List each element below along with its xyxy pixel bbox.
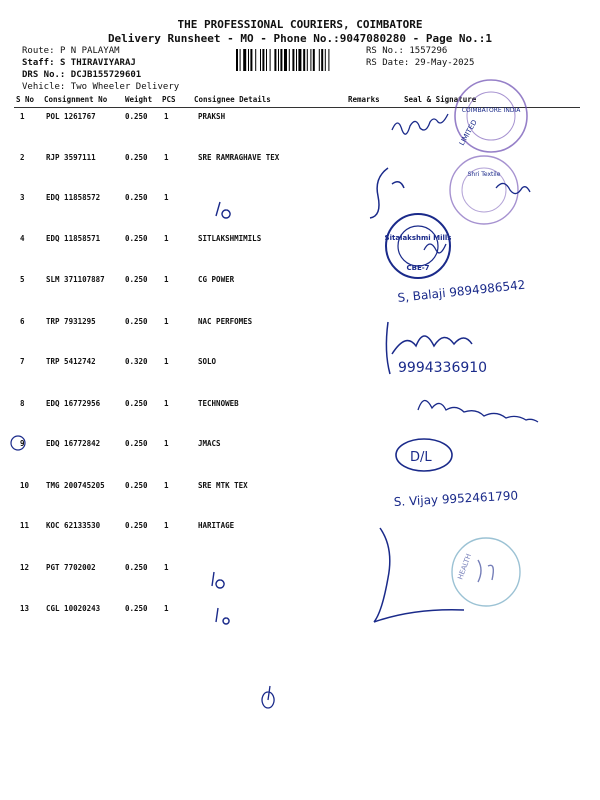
stamp1-ring: LIMITED [457,118,479,147]
col-remarks: Remarks [348,95,380,104]
staff-value: S THIRAVIYARAJ [59,58,136,68]
signature-row1 [392,114,448,134]
col-pcs: PCS [162,95,176,104]
rs-no-value: 1557296 [409,46,448,56]
col-weight: Weight [125,95,153,104]
cell-consignee: JMACS [198,439,221,448]
handwriting-row9: D/L [410,450,432,465]
ditto-mark-row3 [216,202,230,218]
sitalakshmi-stamp [385,214,452,278]
cell-consignment: CGL 10020243 [46,604,101,613]
cell-pcs: 1 [164,439,169,448]
cell-consignee: HARITAGE [198,521,235,530]
ditto-mark-row12 [212,572,224,588]
cell-consignment: POL 1261767 [46,112,96,121]
staff-label: Staff: [22,58,55,68]
runsheet-subtitle: Delivery Runsheet - MO - Phone No.:9047080280 - Page No.:1 [107,32,493,45]
cell-sno: 12 [20,563,30,572]
cell-sno: 10 [20,481,30,490]
stamp2-text: Shri Textile [467,171,501,178]
cell-consignee: SRE MTK TEX [198,481,248,490]
cell-consignee: PRAKSH [198,112,226,121]
cell-pcs: 1 [164,399,169,408]
cell-pcs: 1 [164,563,169,572]
cell-weight: 0.250 [125,153,148,162]
bottom-mark [262,686,274,708]
cell-consignment: RJP 3597111 [46,153,96,162]
stamp3-bottom: CBE-7 [406,264,430,272]
cell-consignment: TRP 5412742 [46,357,96,366]
cell-pcs: 1 [164,521,169,530]
rs-date-label: RS Date: [366,58,410,68]
cell-consignee: TECHNOWEB [198,399,239,408]
cell-sno: 1 [20,112,25,121]
cell-sno: 9 [20,439,25,448]
col-consignee: Consignee Details [194,95,271,104]
cell-pcs: 1 [164,193,169,202]
cell-weight: 0.250 [125,112,148,121]
rs-date-value: 29-May-2025 [414,58,475,68]
cell-consignment: TRP 7931295 [46,317,96,326]
route-label: Route: [22,46,55,56]
cell-sno: 13 [20,604,30,613]
handwriting-row7: 9994336910 [398,360,488,376]
cell-sno: 6 [20,317,25,326]
cell-weight: 0.250 [125,234,148,243]
vehicle-label: Vehicle: [22,82,66,92]
cell-pcs: 1 [164,112,169,121]
cell-consignment: KOC 62133530 [46,521,101,530]
cell-sno: 4 [20,234,25,243]
cell-weight: 0.250 [125,563,148,572]
drs-label: DRS No.: [22,70,66,80]
cell-consignee: SRE RAMRAGHAVE TEX [198,153,280,162]
signature-row8 [418,400,538,422]
vehicle-value: Two Wheeler Delivery [70,82,180,92]
cell-weight: 0.250 [125,604,148,613]
cell-weight: 0.250 [125,317,148,326]
cell-weight: 0.250 [125,521,148,530]
cell-pcs: 1 [164,275,169,284]
stamp4-text: HEALTH [456,552,474,581]
cell-sno: 7 [20,357,25,366]
cell-pcs: 1 [164,604,169,613]
cell-weight: 0.250 [125,275,148,284]
cell-sno: 2 [20,153,25,162]
cell-weight: 0.250 [125,481,148,490]
col-sno: S No [16,95,35,104]
cell-pcs: 1 [164,153,169,162]
cell-pcs: 1 [164,234,169,243]
stamp3-text: Sitalakshmi Mills [384,234,452,242]
handwriting-row5: S, Balaji 9894986542 [396,277,526,305]
cell-consignment: PGT 7702002 [46,563,96,572]
route-value: P N PALAYAM [59,46,120,56]
cell-weight: 0.320 [125,357,148,366]
cell-weight: 0.250 [125,399,148,408]
cell-consignment: EDQ 11858572 [46,193,101,202]
rs-no-label: RS No.: [366,46,404,56]
stamp1-text: COIMBATORE INDIA [461,107,521,114]
cell-consignment: EDQ 16772842 [46,439,101,448]
cell-consignee: SITLAKSHMIMILS [198,234,262,243]
cell-consignment: SLM 371107887 [46,275,105,284]
cell-sno: 8 [20,399,25,408]
company-stamp-2 [450,156,530,224]
cell-consignee: CG POWER [198,275,235,284]
cell-consignee: SOLO [198,357,217,366]
cell-sno: 5 [20,275,25,284]
company-stamp-1 [455,80,527,152]
drs-value: DCJB155729601 [70,70,142,80]
cell-sno: 11 [20,521,30,530]
cell-pcs: 1 [164,317,169,326]
col-seal: Seal & Signature [404,95,477,104]
col-consignment: Consignment No [44,95,108,104]
bracket-rows-11-13 [374,528,464,622]
cell-pcs: 1 [164,481,169,490]
company-title: THE PROFESSIONAL COURIERS, COIMBATORE [177,18,423,31]
cell-pcs: 1 [164,357,169,366]
cell-consignment: EDQ 16772956 [46,399,101,408]
signature-row2 [370,168,404,218]
cell-weight: 0.250 [125,439,148,448]
row9-circle-mark [11,436,25,450]
health-stamp [452,538,520,606]
cell-consignee: NAC PERFOMES [198,317,253,326]
cell-sno: 3 [20,193,25,202]
ditto-mark-row13 [216,608,229,624]
cell-weight: 0.250 [125,193,148,202]
cell-consignment: EDQ 11858571 [46,234,101,243]
cell-consignment: TMG 200745205 [46,481,105,490]
handwriting-row10: S. Vijay 9952461790 [393,488,519,509]
